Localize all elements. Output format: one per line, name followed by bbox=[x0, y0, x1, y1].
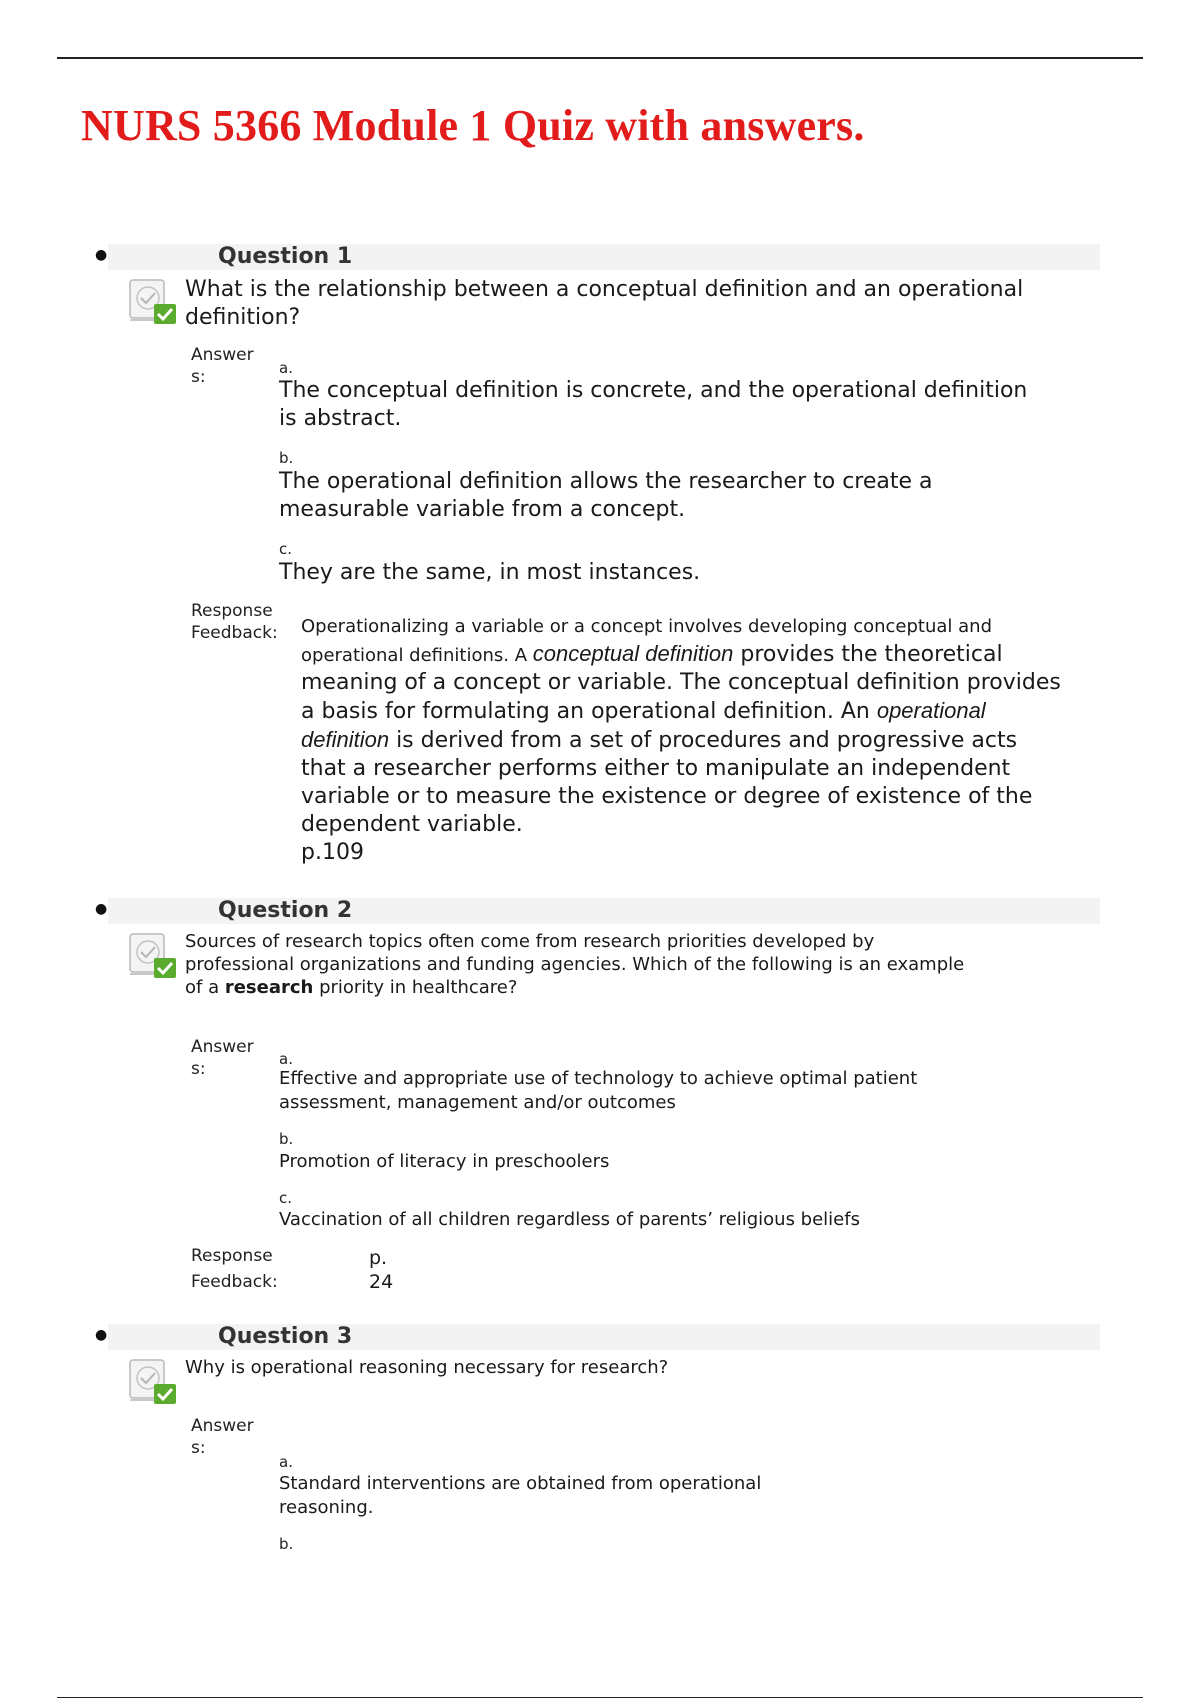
option-letter: b. bbox=[279, 449, 294, 467]
bullet-icon: ● bbox=[95, 247, 108, 263]
question-1-text: What is the relationship between a conceptual definition and an operational definition? bbox=[185, 277, 1024, 330]
answer-option-b[interactable]: Promotion of literacy in preschoolers bbox=[279, 1151, 610, 1172]
correct-check-icon bbox=[128, 1356, 180, 1406]
option-letter: c. bbox=[279, 1189, 293, 1207]
option-letter: b. bbox=[279, 1130, 294, 1148]
answer-option-a[interactable]: Effective and appropriate use of technology to achieve optimal patient assessment, management and/or outcomes bbox=[279, 1068, 918, 1113]
option-letter: a. bbox=[279, 1453, 293, 1471]
answer-option-a[interactable]: Standard interventions are obtained from operational reasoning. bbox=[279, 1473, 762, 1518]
option-letter: a. bbox=[279, 1050, 293, 1068]
response-feedback-label: Response Feedback: bbox=[191, 1246, 278, 1292]
option-letter: c. bbox=[279, 540, 293, 558]
option-letter: a. bbox=[279, 359, 293, 377]
question-3-label: Question 3 bbox=[218, 1324, 353, 1349]
bottom-rule bbox=[57, 1697, 1143, 1698]
question-2-text: Sources of research topics often come from research priorities developed by professional organizations and funding agencies. Which of the following is an example of a research priority in healthcare? bbox=[185, 931, 965, 998]
question-2-feedback: p. 24 bbox=[369, 1247, 394, 1293]
answer-option-c[interactable]: Vaccination of all children regardless of parents’ religious beliefs bbox=[279, 1209, 860, 1230]
document-title: NURS 5366 Module 1 Quiz with answers. bbox=[81, 101, 865, 150]
correct-check-icon bbox=[128, 276, 180, 326]
answers-label: Answer s: bbox=[191, 1037, 254, 1079]
question-3-header bbox=[95, 1324, 1100, 1350]
answer-option-a[interactable]: The conceptual definition is concrete, and the operational definition is abstract. bbox=[279, 378, 1028, 431]
question-1-label: Question 1 bbox=[218, 244, 353, 269]
question-1-feedback: Operationalizing a variable or a concept involves developing conceptual and operational definitions. A conceptual definition provides the theoretical meaning of a concept or variable. The conceptual definition provides a basis for formulating an operational definition. An operational definition is derived from a set of procedures and progressive acts that a researcher performs either to manipulate an independent variable or to measure the existence or degree of existence of the dependent variable. p.109 bbox=[301, 616, 1061, 865]
response-feedback-label: Response Feedback: bbox=[191, 601, 278, 643]
question-3-text: Why is operational reasoning necessary for research? bbox=[185, 1357, 669, 1378]
bullet-icon: ● bbox=[95, 1327, 108, 1343]
feedback-page-ref: p.109 bbox=[301, 840, 364, 865]
top-rule bbox=[57, 57, 1143, 59]
question-2-label: Question 2 bbox=[218, 898, 353, 923]
answers-label: Answer s: bbox=[191, 1416, 254, 1458]
answer-option-c[interactable]: They are the same, in most instances. bbox=[279, 560, 701, 585]
correct-check-icon bbox=[128, 930, 180, 980]
answers-label: Answer s: bbox=[191, 345, 254, 387]
bullet-icon: ● bbox=[95, 901, 108, 917]
question-1-header bbox=[95, 244, 1100, 270]
question-2-header bbox=[95, 898, 1100, 924]
answer-option-b[interactable]: The operational definition allows the researcher to create a measurable variable from a concept. bbox=[279, 469, 933, 522]
option-letter: b. bbox=[279, 1535, 294, 1553]
